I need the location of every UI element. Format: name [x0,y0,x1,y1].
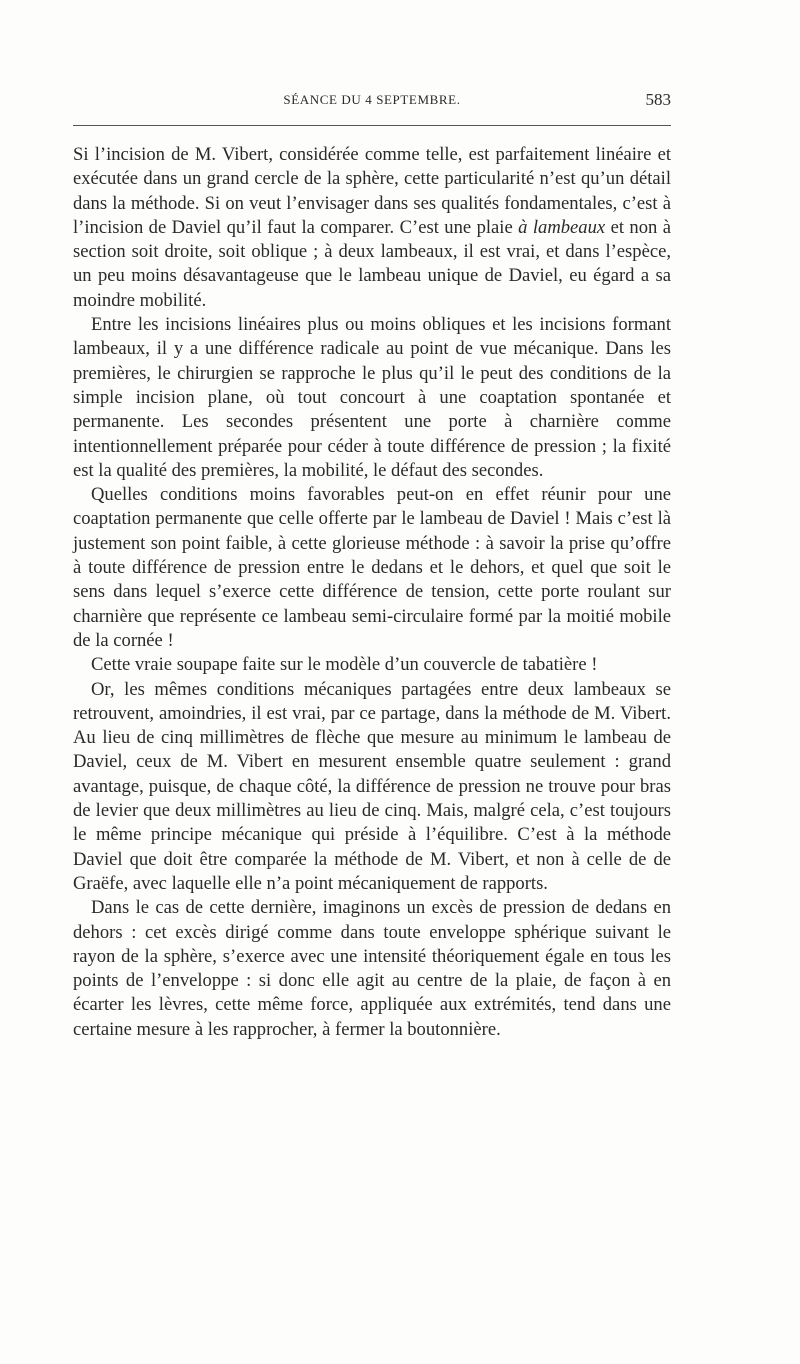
paragraph-6: Dans le cas de cette dernière, imaginons un excès de pression de dedans en dehors : cet excès dirigé comme dans toute enveloppe sphérique suivant le rayon de la sphère, s’exerce avec une intensité théoriquement égale en tous les points de l’enveloppe : si donc elle agit au centre de la plaie, de façon à en écarter les lèvres, cette même force, appliquée aux extrémités, tend dans une certaine mesure à les rapprocher, à fermer la boutonnière. [73,897,671,1040]
paragraph-5: Or, les mêmes conditions mécaniques partagées entre deux lambeaux se retrouvent, amoindries, il est vrai, par ce partage, dans la méthode de M. Vibert. Au lieu de cinq millimètres de flèche que mesure au minimum le lambeau de Daviel, ceux de M. Vibert en mesurent ensemble quatre seulement : grand avantage, puisque, de chaque côté, la différence de pression ne trouve pour bras de levier que deux millimètres au lieu de cinq. Mais, malgré cela, c’est toujours le même principe mécanique qui préside à l’équilibre. C’est à la méthode Daviel que doit être comparée la méthode de M. Vibert, et non à celle de de Graëfe, avec laquelle elle n’a point mécaniquement de rapports. [73,678,671,894]
page-number: 583 [645,90,671,109]
paragraph-1: Si l’incision de M. Vibert, considérée comme telle, est parfaitement linéaire et exécutée dans un grand cercle de la sphère, cette particularité n’est qu’un détail dans la méthode. Si on veut l’envisager dans ses qualités fondamentales, c’est à l’incision de Daviel qu’il faut la comparer. C’est une plaie à lambeaux et non à section soit droite, soit oblique ; à deux lambeaux, il est vrai, et dans l’espèce, un peu moins désavantageuse que le lambeau unique de Daviel, eu égard a sa moindre mobilité. [73,144,672,311]
body-text [73,143,671,1042]
page-header [73,90,671,114]
header-rule [73,125,671,126]
paragraph-3: Quelles conditions moins favorables peut-on en effet réunir pour une coaptation permanente que celle offerte par le lambeau de Daviel ! Mais c’est là justement son point faible, à cette glorieuse méthode : à savoir la prise qu’offre à toute différence de pression entre le dedans et le dehors, et quel que soit le sens dans lequel s’exerce cette différence de tension, cette porte roulant sur charnière que représente ce lambeau semi-circulaire formé par la moitié mobile de la cornée ! [73,484,671,651]
paragraph-2: Entre les incisions linéaires plus ou moins obliques et les incisions formant lambeaux, il y a une différence radicale au point de vue mécanique. Dans les premières, le chirurgien se rapproche le plus qu’il le peut des conditions de la simple incision plane, où tout concourt à une coaptation spontanée et permanente. Les secondes présentent une porte à charnière comme intentionnellement préparée pour céder à toute différence de pression ; la fixité est la qualité des premières, la mobilité, le défaut des secondes. [73,314,671,481]
running-head: SÉANCE DU 4 SEPTEMBRE. [283,92,461,107]
italic-emphasis: à lambeaux [518,216,606,238]
paragraph-4: Cette vraie soupape faite sur le modèle d’un couvercle de tabatière ! [91,654,598,676]
